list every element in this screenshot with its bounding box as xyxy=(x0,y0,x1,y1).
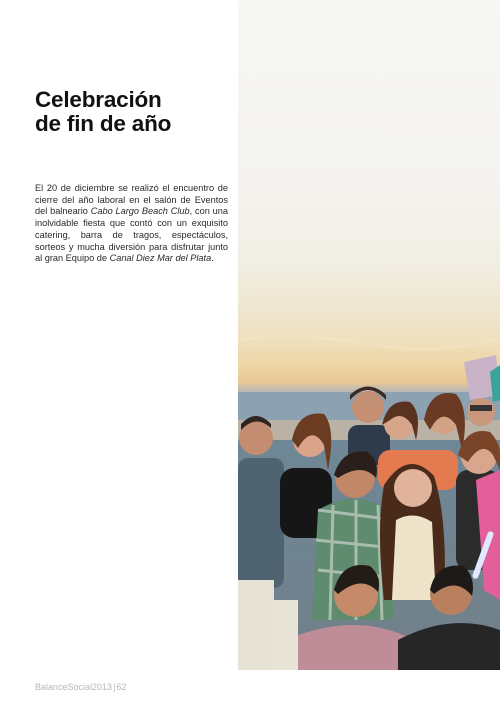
article-body xyxy=(35,183,228,265)
footer-page-number: 62 xyxy=(116,682,127,692)
group-photo xyxy=(238,0,500,670)
article-company: Canal Diez Mar del Plata xyxy=(109,253,212,264)
footer-separator: | xyxy=(113,682,116,692)
page-footer xyxy=(35,682,126,692)
article-body-part3: . xyxy=(211,253,214,264)
article-body-part1: El 20 de diciembre se realizó el encuentro de cierre del año laboral en el salón de Eventos del balneario xyxy=(35,183,228,217)
article-body-part2: , con una inolvidable fiesta que contó con un exquisito catering, barra de tragos, espectáculos, sorteos y mucha diversión para disfrutar junto al gran Equipo de xyxy=(35,206,228,264)
page-title: Celebración de fin de año xyxy=(35,87,172,136)
article-venue: Cabo Largo Beach Club xyxy=(90,206,190,217)
group-photo-illustration xyxy=(238,0,500,670)
text-column xyxy=(0,0,238,707)
footer-publication: BalanceSocial2013 xyxy=(35,682,113,692)
